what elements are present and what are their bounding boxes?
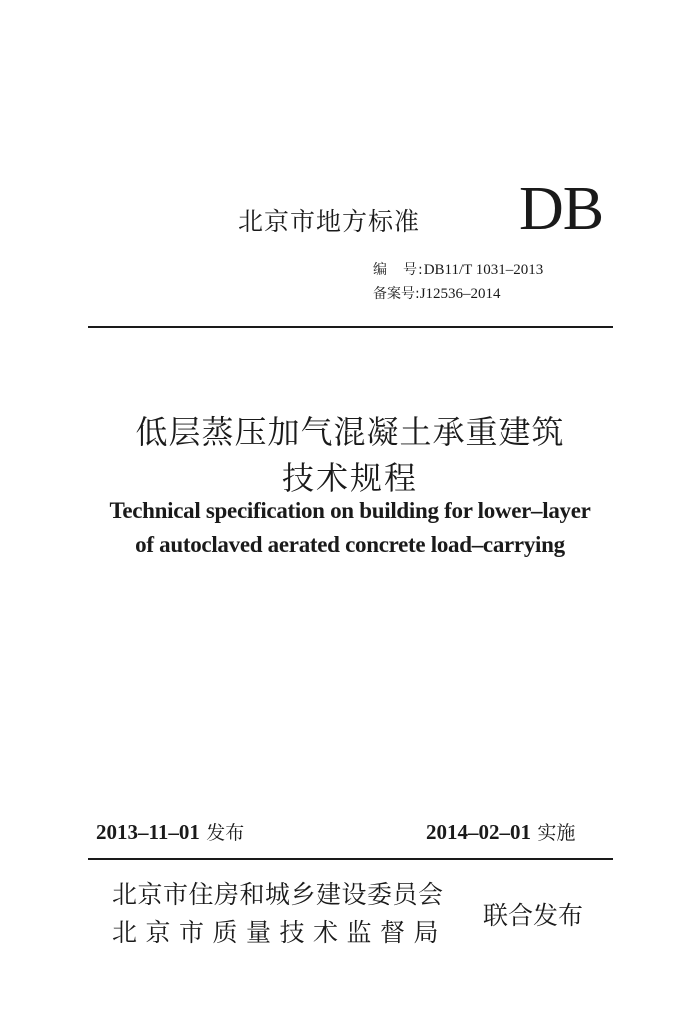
issuer-org-1: 北京市住房和城乡建设委员会 bbox=[112, 880, 444, 909]
bottom-divider bbox=[88, 858, 613, 860]
title-chinese-line-2: 技术规程 bbox=[281, 459, 418, 497]
record-number-separator: : bbox=[415, 286, 420, 302]
standard-code-line bbox=[373, 259, 543, 279]
implementation-date: 2014–02–01 bbox=[426, 820, 531, 844]
db-logo-mark: DB bbox=[519, 175, 604, 243]
issue-label: 发布 bbox=[206, 822, 245, 844]
title-english-line-1: Technical specification on building for lower–layer bbox=[109, 498, 591, 523]
issue-date: 2013–11–01 bbox=[96, 820, 200, 844]
standard-code-label: 编 号 bbox=[373, 262, 418, 278]
issue-date-line bbox=[96, 818, 244, 845]
record-number-line bbox=[373, 283, 501, 303]
issuer-org-2: 北京市质量技术监督局 bbox=[112, 918, 448, 947]
title-english-line-2: of autoclaved aerated concrete load–carrying bbox=[135, 532, 565, 557]
implementation-date-line bbox=[426, 818, 575, 845]
joint-issue-label: 联合发布 bbox=[483, 901, 584, 930]
title-chinese-line-1: 低层蒸压加气混凝土承重建筑 bbox=[135, 413, 565, 451]
implementation-label: 实施 bbox=[537, 822, 576, 844]
top-divider bbox=[88, 326, 613, 328]
standard-code-value: DB11/T 1031–2013 bbox=[423, 262, 544, 278]
standard-type-title: 北京市地方标准 bbox=[238, 207, 421, 236]
record-number-label: 备案号 bbox=[373, 286, 415, 302]
record-number-value: J12536–2014 bbox=[419, 286, 501, 302]
standard-code-separator: : bbox=[418, 262, 424, 278]
